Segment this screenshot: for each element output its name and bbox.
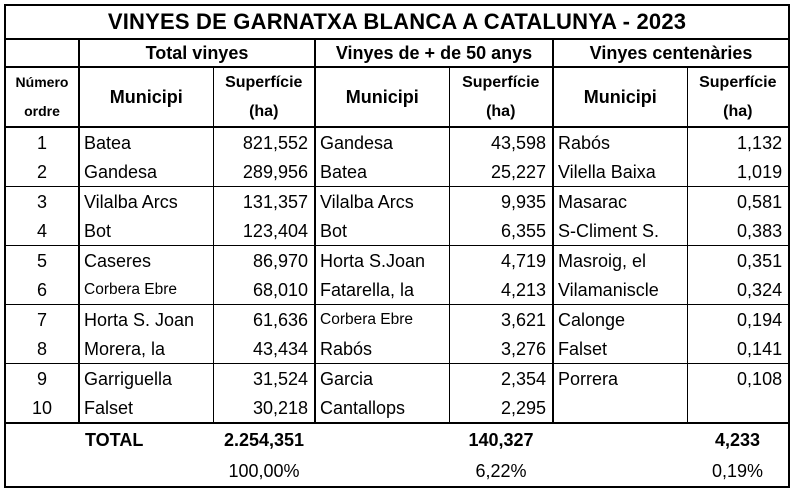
centenary-superficie <box>687 393 789 423</box>
total-superficie: 289,956 <box>213 157 315 187</box>
centenary-superficie: 0,324 <box>687 275 789 305</box>
total-municipi: Bot <box>79 216 213 246</box>
pct-blank-old50 <box>315 456 449 487</box>
total-superficie: 131,357 <box>213 187 315 217</box>
group-header-old50: Vinyes de + de 50 anys <box>315 39 553 67</box>
total-municipi: Garriguella <box>79 364 213 394</box>
total-superficie: 821,552 <box>213 127 315 157</box>
pct-blank-label <box>79 456 213 487</box>
pct-blank <box>5 456 79 487</box>
group-header-total: Total vinyes <box>79 39 315 67</box>
row-number: 7 <box>5 305 79 335</box>
old50-superficie: 43,598 <box>449 127 553 157</box>
old50-municipi: Rabós <box>315 334 449 364</box>
centenary-superficie: 1,019 <box>687 157 789 187</box>
totals-blank <box>5 423 79 456</box>
totals-old50-percent: 6,22% <box>449 456 553 487</box>
old50-superficie: 2,354 <box>449 364 553 394</box>
row-number: 8 <box>5 334 79 364</box>
totals-total-percent: 100,00% <box>213 456 315 487</box>
centenary-superficie: 0,383 <box>687 216 789 246</box>
old50-superficie: 9,935 <box>449 187 553 217</box>
old50-superficie: 25,227 <box>449 157 553 187</box>
total-municipi: Batea <box>79 127 213 157</box>
total-superficie: 31,524 <box>213 364 315 394</box>
totals-old50-superficie: 140,327 <box>449 423 553 456</box>
old50-municipi: Cantallops <box>315 393 449 423</box>
old50-superficie: 3,621 <box>449 305 553 335</box>
group-header-centenary: Vinyes centenàries <box>553 39 789 67</box>
totals-total-superficie: 2.254,351 <box>213 423 315 456</box>
centenary-municipi: Masarac <box>553 187 687 217</box>
row-number: 1 <box>5 127 79 157</box>
total-municipi: Vilalba Arcs <box>79 187 213 217</box>
centenary-superficie: 0,108 <box>687 364 789 394</box>
header-municipi-old50: Municipi <box>315 67 449 127</box>
row-number: 10 <box>5 393 79 423</box>
row-number: 5 <box>5 246 79 276</box>
pct-blank-centenary <box>553 456 687 487</box>
old50-municipi: Batea <box>315 157 449 187</box>
header-superficie-old50: Superfície (ha) <box>449 67 553 127</box>
centenary-municipi: Calonge <box>553 305 687 335</box>
total-superficie: 86,970 <box>213 246 315 276</box>
total-superficie: 68,010 <box>213 275 315 305</box>
totals-centenary-percent: 0,19% <box>687 456 789 487</box>
header-superficie-total: Superfície (ha) <box>213 67 315 127</box>
group-header-blank <box>5 39 79 67</box>
centenary-superficie: 0,581 <box>687 187 789 217</box>
centenary-superficie: 0,141 <box>687 334 789 364</box>
centenary-municipi <box>553 393 687 423</box>
old50-municipi: Gandesa <box>315 127 449 157</box>
row-number: 9 <box>5 364 79 394</box>
total-municipi: Caseres <box>79 246 213 276</box>
old50-superficie: 6,355 <box>449 216 553 246</box>
row-number: 2 <box>5 157 79 187</box>
total-municipi: Gandesa <box>79 157 213 187</box>
totals-label: TOTAL <box>79 423 213 456</box>
total-municipi: Horta S. Joan <box>79 305 213 335</box>
table-title: VINYES DE GARNATXA BLANCA A CATALUNYA - 2023 <box>5 5 789 39</box>
row-number: 6 <box>5 275 79 305</box>
total-municipi: Falset <box>79 393 213 423</box>
header-municipi-centenary: Municipi <box>553 67 687 127</box>
centenary-municipi: Vilamaniscle <box>553 275 687 305</box>
old50-municipi: Vilalba Arcs <box>315 187 449 217</box>
old50-municipi: Horta S.Joan <box>315 246 449 276</box>
totals-centenary-superficie: 4,233 <box>687 423 789 456</box>
centenary-superficie: 0,351 <box>687 246 789 276</box>
old50-superficie: 3,276 <box>449 334 553 364</box>
garnatxa-blanca-table <box>4 4 790 488</box>
old50-superficie: 4,719 <box>449 246 553 276</box>
centenary-municipi: Vilella Baixa <box>553 157 687 187</box>
header-superficie-centenary: Superfície (ha) <box>687 67 789 127</box>
total-municipi: Morera, la <box>79 334 213 364</box>
header-municipi-total: Municipi <box>79 67 213 127</box>
row-number: 3 <box>5 187 79 217</box>
centenary-superficie: 0,194 <box>687 305 789 335</box>
old50-municipi: Garcia <box>315 364 449 394</box>
row-number: 4 <box>5 216 79 246</box>
totals-blank-old50 <box>315 423 449 456</box>
centenary-municipi: Masroig, el <box>553 246 687 276</box>
centenary-municipi: S-Climent S. <box>553 216 687 246</box>
centenary-municipi: Rabós <box>553 127 687 157</box>
total-superficie: 30,218 <box>213 393 315 423</box>
old50-municipi: Corbera Ebre <box>315 305 449 335</box>
total-superficie: 61,636 <box>213 305 315 335</box>
old50-superficie: 2,295 <box>449 393 553 423</box>
old50-superficie: 4,213 <box>449 275 553 305</box>
old50-municipi: Bot <box>315 216 449 246</box>
header-numero-ordre: Número ordre <box>5 67 79 127</box>
totals-blank-centenary <box>553 423 687 456</box>
total-municipi: Corbera Ebre <box>79 275 213 305</box>
old50-municipi: Fatarella, la <box>315 275 449 305</box>
total-superficie: 43,434 <box>213 334 315 364</box>
centenary-municipi: Porrera <box>553 364 687 394</box>
centenary-municipi: Falset <box>553 334 687 364</box>
centenary-superficie: 1,132 <box>687 127 789 157</box>
vineyard-table-sheet <box>4 4 788 497</box>
total-superficie: 123,404 <box>213 216 315 246</box>
